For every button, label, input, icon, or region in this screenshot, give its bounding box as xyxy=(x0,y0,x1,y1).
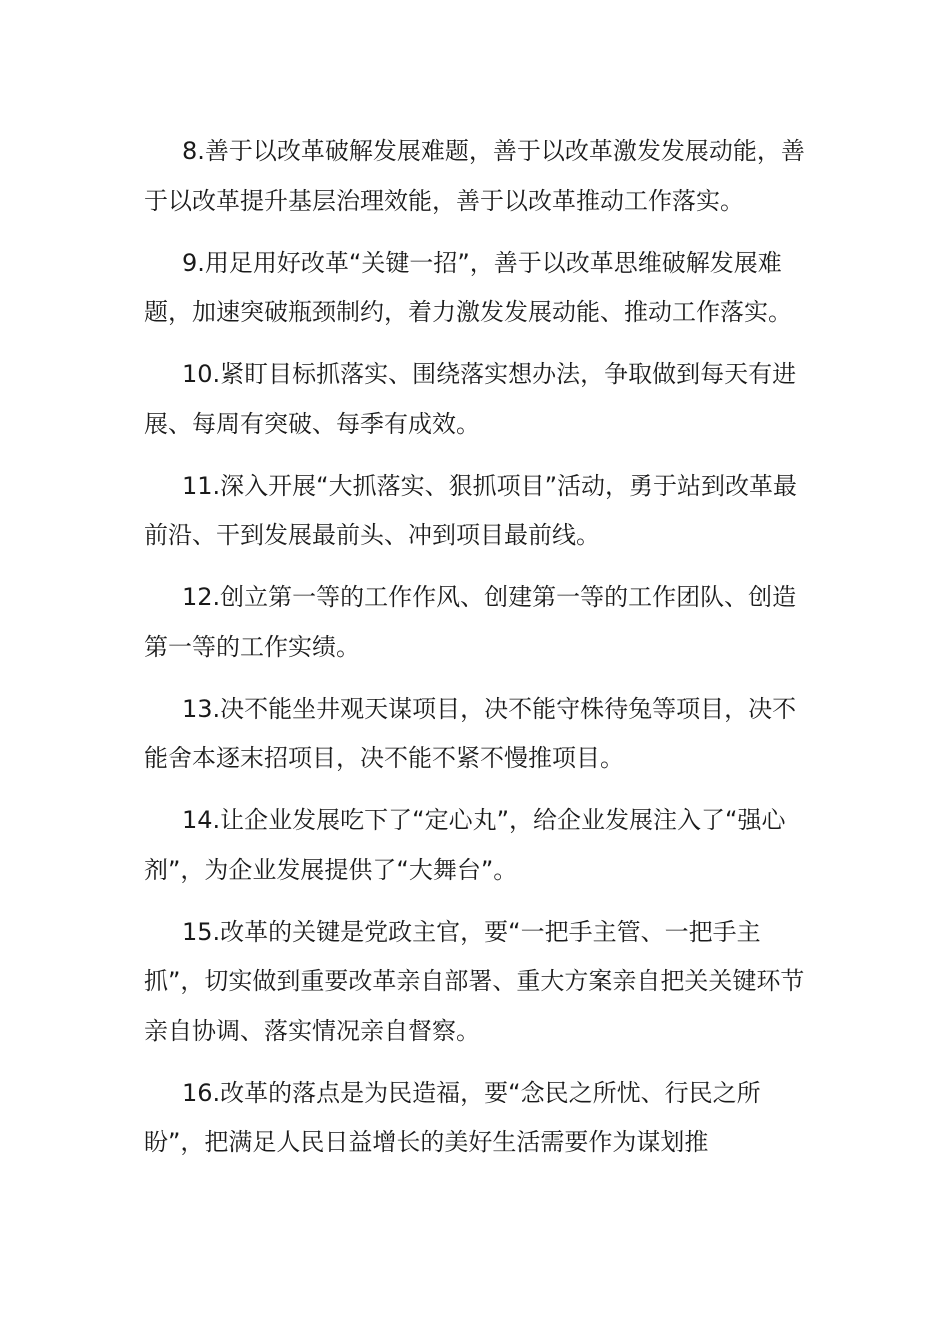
paragraph-12: 12.创立第一等的工作作风、创建第一等的工作团队、创造第一等的工作实绩。 xyxy=(144,583,797,661)
paragraph-9: 9.用足用好改革“关键一招”，善于以改革思维破解发展难题，加速突破瓶颈制约，着力激发发展动能、推动工作落实。 xyxy=(144,248,792,326)
paragraph-14: 14.让企业发展吃下了“定心丸”，给企业发展注入了“强心剂”，为企业发展提供了“大舞台”。 xyxy=(144,806,786,884)
paragraph-16: 16.改革的落点是为民造福，要“念民之所忧、行民之所盼”，把满足人民日益增长的美好生活需要作为谋划推 xyxy=(144,1078,761,1156)
paragraph-10: 10.紧盯目标抓落实、围绕落实想办法，争取做到每天有进展、每周有突破、每季有成效。 xyxy=(144,360,797,438)
paragraph-13: 13.决不能坐井观天谋项目，决不能守株待兔等项目，决不能舍本逐末招项目，决不能不紧不慢推项目。 xyxy=(144,694,797,772)
paragraph-15: 15.改革的关键是党政主官，要“一把手主管、一把手主抓”，切实做到重要改革亲自部署、重大方案亲自把关关键环节亲自协调、落实情况亲自督察。 xyxy=(144,917,805,1045)
paragraph-8: 8.善于以改革破解发展难题，善于以改革激发发展动能，善于以改革提升基层治理效能，善于以改革推动工作落实。 xyxy=(144,137,805,215)
paragraph-11: 11.深入开展“大抓落实、狠抓项目”活动，勇于站到改革最前沿、干到发展最前头、冲到项目最前线。 xyxy=(144,471,798,549)
document-body xyxy=(144,127,814,1180)
